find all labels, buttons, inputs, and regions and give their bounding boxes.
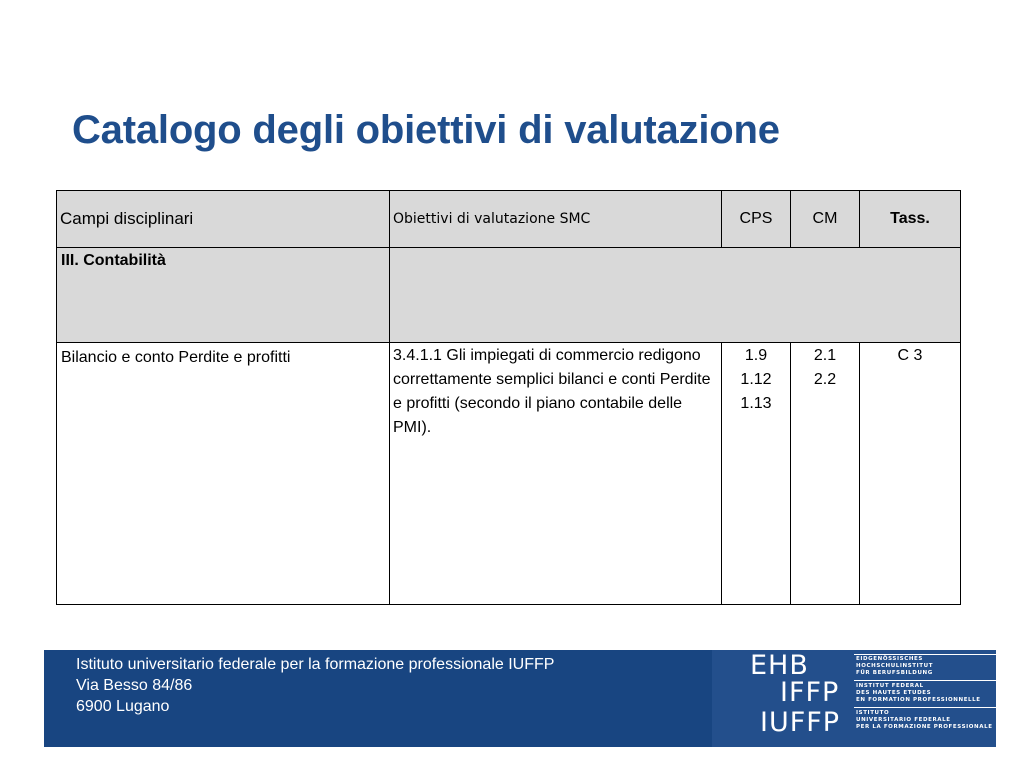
row-tass: C 3 (860, 343, 961, 605)
logo-it-line: UNIVERSITARIO FEDERALE (856, 717, 951, 723)
logo-abbr-fr: IFFP (780, 677, 840, 708)
logo-text-fr (856, 683, 981, 704)
logo-rule (854, 654, 996, 655)
logo-de-line: EIDGENÖSSISCHES (856, 656, 923, 662)
institute-logo (712, 650, 996, 747)
table-header-row (57, 191, 961, 248)
footer-street: Via Besso 84/86 (76, 677, 193, 694)
logo-fr-line: DES HAUTES ETUDES (856, 690, 932, 696)
header-obiettivi: Obiettivi di valutazione SMC (390, 191, 722, 248)
header-tass: Tass. (860, 191, 961, 248)
logo-de-line: HOCHSCHULINSTITUT (856, 663, 934, 669)
logo-abbr-it: IUFFP (760, 707, 841, 738)
objectives-table (56, 190, 961, 605)
row-campo: Bilancio e conto Perdite e profitti (57, 343, 390, 605)
slide-title: Catalogo degli obiettivi di valutazione (72, 108, 780, 152)
section-empty-cell (390, 248, 961, 343)
row-cm (791, 343, 860, 605)
cm-value: 2.2 (813, 371, 837, 388)
logo-abbr-de: EHB (750, 650, 809, 681)
cps-value: 1.12 (740, 371, 772, 388)
footer-address-panel (44, 650, 712, 747)
logo-rule (854, 680, 996, 681)
header-campi-disciplinari: Campi disciplinari (57, 191, 390, 248)
logo-it-line: PER LA FORMAZIONE PROFESSIONALE (856, 724, 993, 730)
header-cps: CPS (722, 191, 791, 248)
table-section-row (57, 248, 961, 343)
cm-value: 2.1 (813, 347, 837, 364)
logo-it-line: ISTITUTO (856, 710, 890, 716)
cps-value: 1.13 (740, 395, 772, 412)
logo-fr-line: INSTITUT FEDERAL (856, 683, 924, 689)
row-cps (722, 343, 791, 605)
logo-rule (854, 707, 996, 708)
footer-institute-name: Istituto universitario federale per la formazione professionale IUFFP (76, 656, 555, 673)
row-obiettivo: 3.4.1.1 Gli impiegati di commercio redigono correttamente semplici bilanci e conti Perdite e profitti (secondo il piano contabile delle PMI). (390, 343, 722, 605)
section-label: III. Contabilità (57, 248, 390, 343)
logo-text-it (856, 710, 993, 731)
logo-fr-line: EN FORMATION PROFESSIONNELLE (856, 697, 981, 703)
footer-bar (44, 650, 996, 747)
cps-value: 1.9 (744, 347, 768, 364)
header-cm: CM (791, 191, 860, 248)
logo-de-line: FÜR BERUFSBILDUNG (856, 670, 933, 676)
footer-city: 6900 Lugano (76, 698, 170, 715)
footer-address (76, 654, 554, 717)
table-row (57, 343, 961, 605)
logo-text-de (856, 656, 933, 677)
